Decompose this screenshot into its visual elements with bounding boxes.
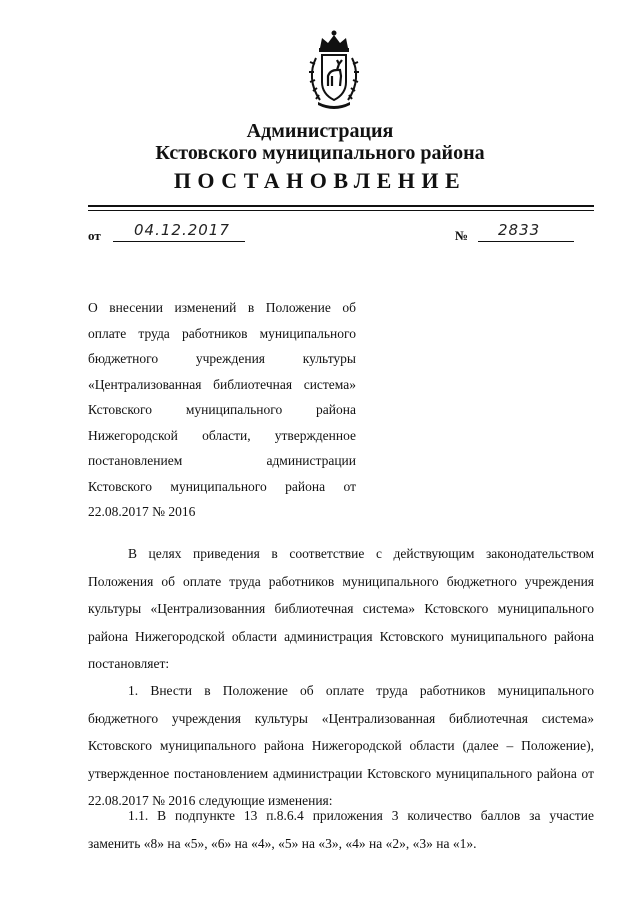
coat-of-arms-icon	[306, 30, 362, 112]
date-value: 04.12.2017	[134, 221, 230, 239]
subject-line: Нижегородской области, утвержденное	[88, 427, 356, 443]
organization-line-1: Администрация	[246, 120, 394, 142]
number-value: 2833	[498, 221, 541, 239]
date-underline	[113, 241, 245, 242]
subject-line: 22.08.2017 № 2016	[88, 504, 196, 519]
subject-line: «Централизованная библиотечная система»	[88, 376, 356, 392]
subject-line: бюджетного учреждения культуры	[88, 351, 356, 366]
body-paragraph-item-1: 1. Внести в Положение об оплате труда работников муниципального бюджетного учреждения культуры «Централизованная библиотечная система» Кстовского муниципального района Нижегородской области (далее – Положение), утвержденное постановлением администрации Кстовского муниципального района от 22.08.2017 № 2016 следующие изменения:	[88, 683, 594, 808]
body-paragraph-item-1-1: 1.1. В подпункте 13 п.8.6.4 приложения 3 количество баллов за участие заменить «8» на «5», «6» на «4», «5» на «3», «4» на «2», «3» на «1».	[88, 808, 594, 851]
body-paragraph-preamble: В целях приведения в соответствие с действующим законодательством Положения об оплате труда работников муниципального бюджетного учреждения культуры «Централизованния библиотечная система» Кстовского муниципального района Нижегородской области администрация Кстовского муниципального района постановляет:	[88, 546, 594, 671]
subject-block	[88, 295, 356, 525]
number-label: №	[455, 228, 469, 243]
organization-line-2: Кстовского муниципального района	[155, 142, 485, 164]
date-label: от	[88, 228, 101, 243]
header-divider-thick	[88, 205, 594, 207]
subject-line: постановлением администрации	[88, 453, 356, 468]
header-divider-thin	[88, 210, 594, 211]
subject-line: Кстовского муниципального района от	[88, 478, 356, 494]
subject-line: Кстовского муниципального района	[88, 402, 356, 417]
document-type-title: ПОСТАНОВЛЕНИЕ	[173, 168, 467, 193]
subject-line: оплате труда работников муниципального	[88, 325, 356, 341]
number-underline	[478, 241, 574, 242]
subject-line: О внесении изменений в Положение об	[88, 300, 356, 315]
